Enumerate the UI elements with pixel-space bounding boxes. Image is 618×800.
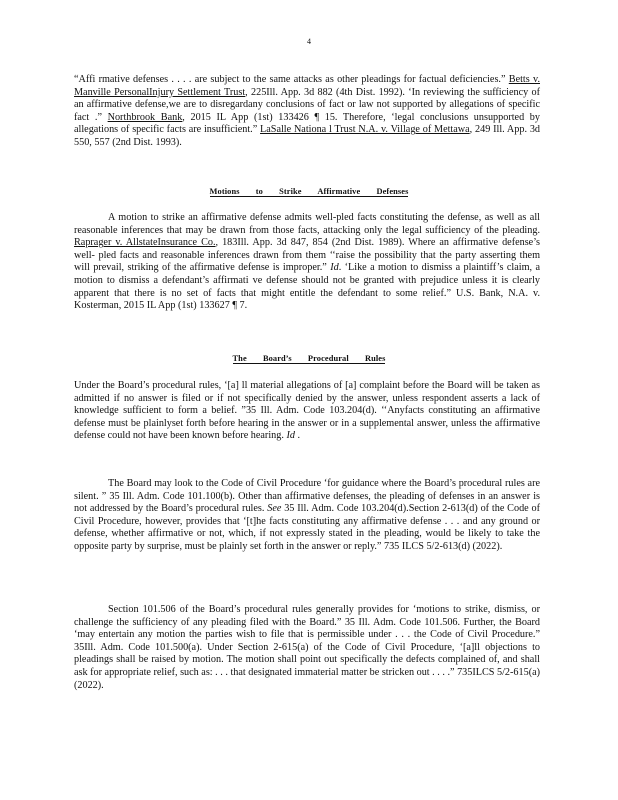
paragraph-section-101-506 bbox=[74, 604, 540, 692]
text-run: Section 101.506 of the Board’s procedural rules generally provides for ‘motions to strike, dismiss, or challenge the sufficiency of any pleading filed with the Board.” 35 Ill. Adm. Code 101.506. Further, the Board ‘may entertain any motion the parties wish to file that is permissible under . . . the Code of Civil Procedure.” 35Ill. Adm. Code 101.500(a). Under Section 2-615(a) of the Code of Civil Procedure, ‘[a]ll objections to pleadings shall be raised by motion. The motion shall point out specifically the defects complained of, and shall ask for appropriate relief, such as: . . . that designated immaterial matter be stricken out . . . .” 735ILCS 5/2-615(a) (2022). bbox=[74, 604, 540, 691]
paragraph-code-of-civil-procedure bbox=[74, 478, 540, 554]
text-run: “Affi rmative defenses . . . . are subject to the same attacks as other pleadings for factual deficiencies.” bbox=[74, 74, 509, 85]
id-citation: Id bbox=[286, 430, 295, 442]
section-heading-motions: Motions to Strike Affirmative Defenses bbox=[209, 187, 409, 196]
paragraph-affirmative-defenses bbox=[74, 74, 540, 150]
text-run: The Board may look to the Code of Civil Procedure ‘for guidance where the Board’s procedural rules are silent. ” 35 Ill. Adm. Code 101.100(b). Other than affirmative defenses, the pleading of defenses in an answer is not addressed by the Board’s procedural rules. bbox=[74, 478, 540, 515]
text-run: . ‘Like a motion to dismiss a plaintiff’s claim, a motion to dismiss a defendant’s affirmati ve defense should not be granted with prejudice unless it is clearly apparent that there is no set of facts that might entitle the defendant to some relief.” U.S. Bank, N.A. v. Kosterman, 2015 IL App (1st) 133627 ¶ 7. bbox=[74, 262, 541, 312]
text-run: , 183Ill. App. 3d 847, 854 (2nd Dist. 1989). Where an affirmative defense’s well- pled facts and reasonable inferences drawn from them ‘‘raise the possibility that the party asserting them will prevail, striking of the affirmative defense is improper.” bbox=[74, 237, 540, 274]
text-run: 35 Ill. Adm. Code 103.204(d).Section 2-613(d) of the Code of Civil Procedure, however, provides that ‘[t]he facts constituting any affirmative defense . . . and any ground or defense, whether affirmative or not, which, if not expressly stated in the pleading, would be likely to take the opposite party by surprise, must be plainly set forth in the answer or reply.” 735 ILCS 5/2-613(d) (2022). bbox=[74, 503, 540, 552]
text-run: , 225Ill. App. 3d 882 (4th Dist. 1992). ‘In reviewing the sufficiency of an affirmative defense,we are to disregardany conclusions of fact or law not supported by allegations of specific fact .” bbox=[74, 86, 540, 123]
case-citation: Raprager v. AllstateInsurance Co. bbox=[74, 237, 216, 249]
text-run: Under the Board’s procedural rules, ‘[a] ll material allegations of [a] complaint before the Board will be taken as admitted if no answer is filed or if not specifically denied by the answer, unless respondent asserts a lack of knowledge sufficient to form a belief. ”35 Ill. Adm. Code 103.204(d). ‘‘Anyfacts constituting an affirmative defense must be plainlyset forth before hearing in the answer or in a supplemental answer, unless the affirmative defense could not have been known before hearing. bbox=[74, 380, 540, 442]
page-number: 4 bbox=[307, 37, 311, 46]
case-citation: Northbrook Bank bbox=[107, 111, 183, 123]
text-run: , 249 Ill. App. 3d 550, 557 (2nd Dist. 1993). bbox=[74, 124, 541, 148]
case-citation: Betts v. Manville PersonalInjury Settlement Trust bbox=[74, 74, 540, 98]
paragraph-procedural-rules bbox=[74, 380, 540, 443]
id-citation: Id bbox=[330, 262, 339, 274]
section-heading-procedural-rules: The Board’s Procedural Rules bbox=[232, 354, 386, 363]
text-run: , 2015 IL App (1st) 133426 ¶ 15. Therefore, ‘legal conclusions unsupported by allegations of specific facts are insufficient.” bbox=[74, 111, 540, 136]
case-citation: LaSalle Nationa l Trust N.A. v. Village of Mettawa bbox=[260, 124, 470, 136]
see-signal: See bbox=[267, 503, 282, 515]
text-run: . bbox=[294, 430, 301, 442]
paragraph-motion-to-strike bbox=[74, 212, 540, 313]
text-run: A motion to strike an affirmative defense admits well-pled facts constituting the defense, as well as all reasonable inferences that may be drawn from those facts, attacking only the legal sufficiency of the pleading. bbox=[74, 212, 540, 236]
